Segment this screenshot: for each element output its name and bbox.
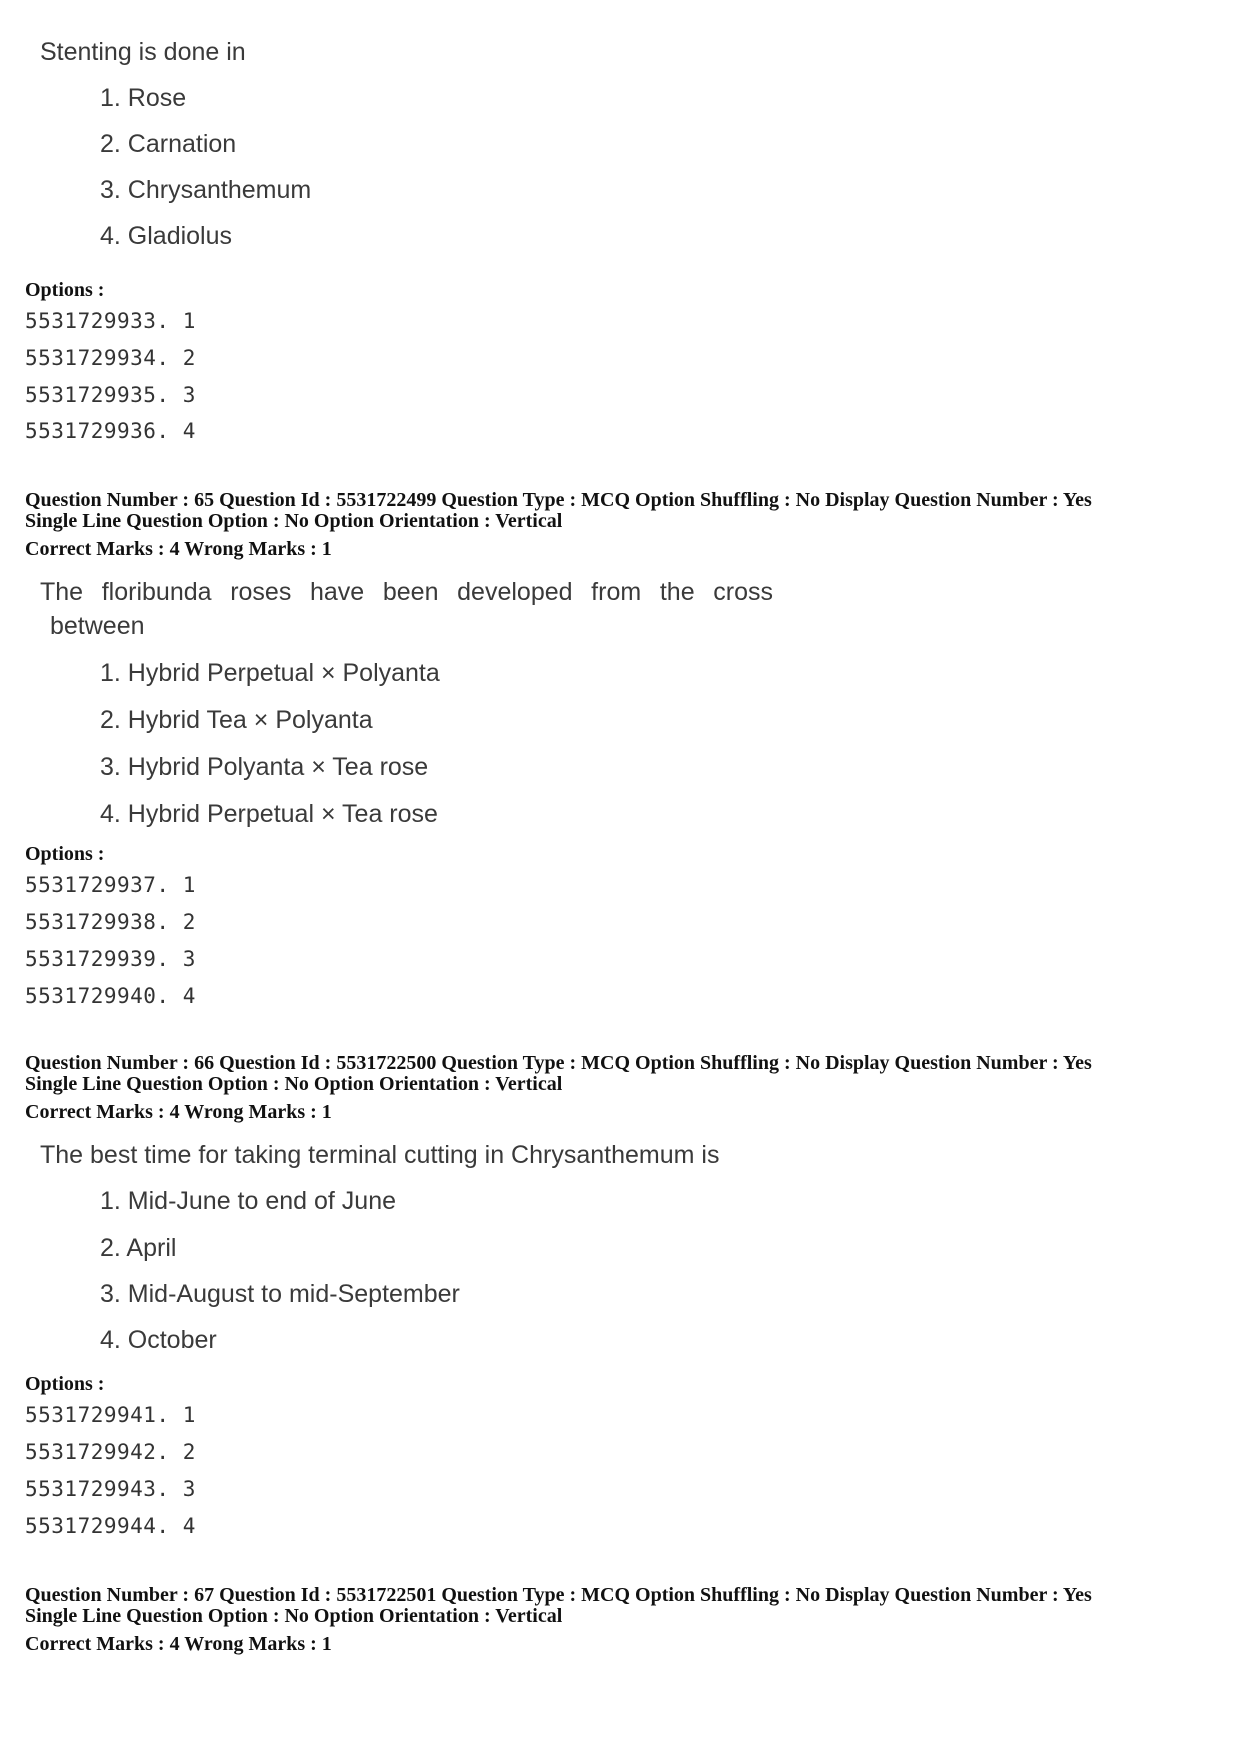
question-choice: 3. Hybrid Polyanta × Tea rose (100, 753, 429, 781)
option-item: 5531729936. 4 (25, 419, 196, 443)
option-item: 5531729933. 1 (25, 309, 196, 333)
question-choice: 4. October (100, 1326, 217, 1354)
question-choice: 3. Mid-August to mid-September (100, 1280, 460, 1308)
question-choice: 4. Hybrid Perpetual × Tea rose (100, 800, 438, 828)
question-choice: 4. Gladiolus (100, 222, 233, 250)
question-choice: 1. Hybrid Perpetual × Polyanta (100, 659, 440, 687)
question-text: The best time for taking terminal cutting in Chrysanthemum is (40, 1141, 720, 1169)
option-item: 5531729935. 3 (25, 383, 196, 407)
question-meta-line1: Question Number : 65 Question Id : 5531722499 Question Type : MCQ Option Shuffling : No Display Question Number : Yes (25, 489, 1092, 511)
question-text: Stenting is done in (40, 38, 246, 66)
option-item: 5531729939. 3 (25, 947, 196, 971)
options-label: Options : (25, 843, 105, 865)
question-meta-line2: Single Line Question Option : No Option Orientation : Vertical (25, 1605, 563, 1627)
question-text: The floribunda roses have been developed from the cross (40, 578, 773, 606)
options-label: Options : (25, 1373, 105, 1395)
option-item: 5531729942. 2 (25, 1440, 196, 1464)
option-item: 5531729943. 3 (25, 1477, 196, 1501)
question-marks: Correct Marks : 4 Wrong Marks : 1 (25, 1101, 332, 1123)
question-meta-line1: Question Number : 67 Question Id : 5531722501 Question Type : MCQ Option Shuffling : No Display Question Number : Yes (25, 1584, 1092, 1606)
question-choice: 2. Carnation (100, 130, 237, 158)
question-text-cont: between (50, 612, 145, 640)
option-item: 5531729941. 1 (25, 1403, 196, 1427)
option-item: 5531729937. 1 (25, 873, 196, 897)
options-label: Options : (25, 279, 105, 301)
question-marks: Correct Marks : 4 Wrong Marks : 1 (25, 1633, 332, 1655)
question-choice: 1. Mid-June to end of June (100, 1187, 397, 1215)
question-choice: 2. April (100, 1234, 177, 1262)
option-item: 5531729938. 2 (25, 910, 196, 934)
option-item: 5531729934. 2 (25, 346, 196, 370)
question-marks: Correct Marks : 4 Wrong Marks : 1 (25, 538, 332, 560)
question-choice: 3. Chrysanthemum (100, 176, 312, 204)
question-choice: 2. Hybrid Tea × Polyanta (100, 706, 373, 734)
question-choice: 1. Rose (100, 84, 187, 112)
question-meta-line1: Question Number : 66 Question Id : 5531722500 Question Type : MCQ Option Shuffling : No Display Question Number : Yes (25, 1052, 1092, 1074)
question-meta-line2: Single Line Question Option : No Option Orientation : Vertical (25, 510, 563, 532)
question-meta-line2: Single Line Question Option : No Option Orientation : Vertical (25, 1073, 563, 1095)
option-item: 5531729940. 4 (25, 984, 196, 1008)
option-item: 5531729944. 4 (25, 1514, 196, 1538)
